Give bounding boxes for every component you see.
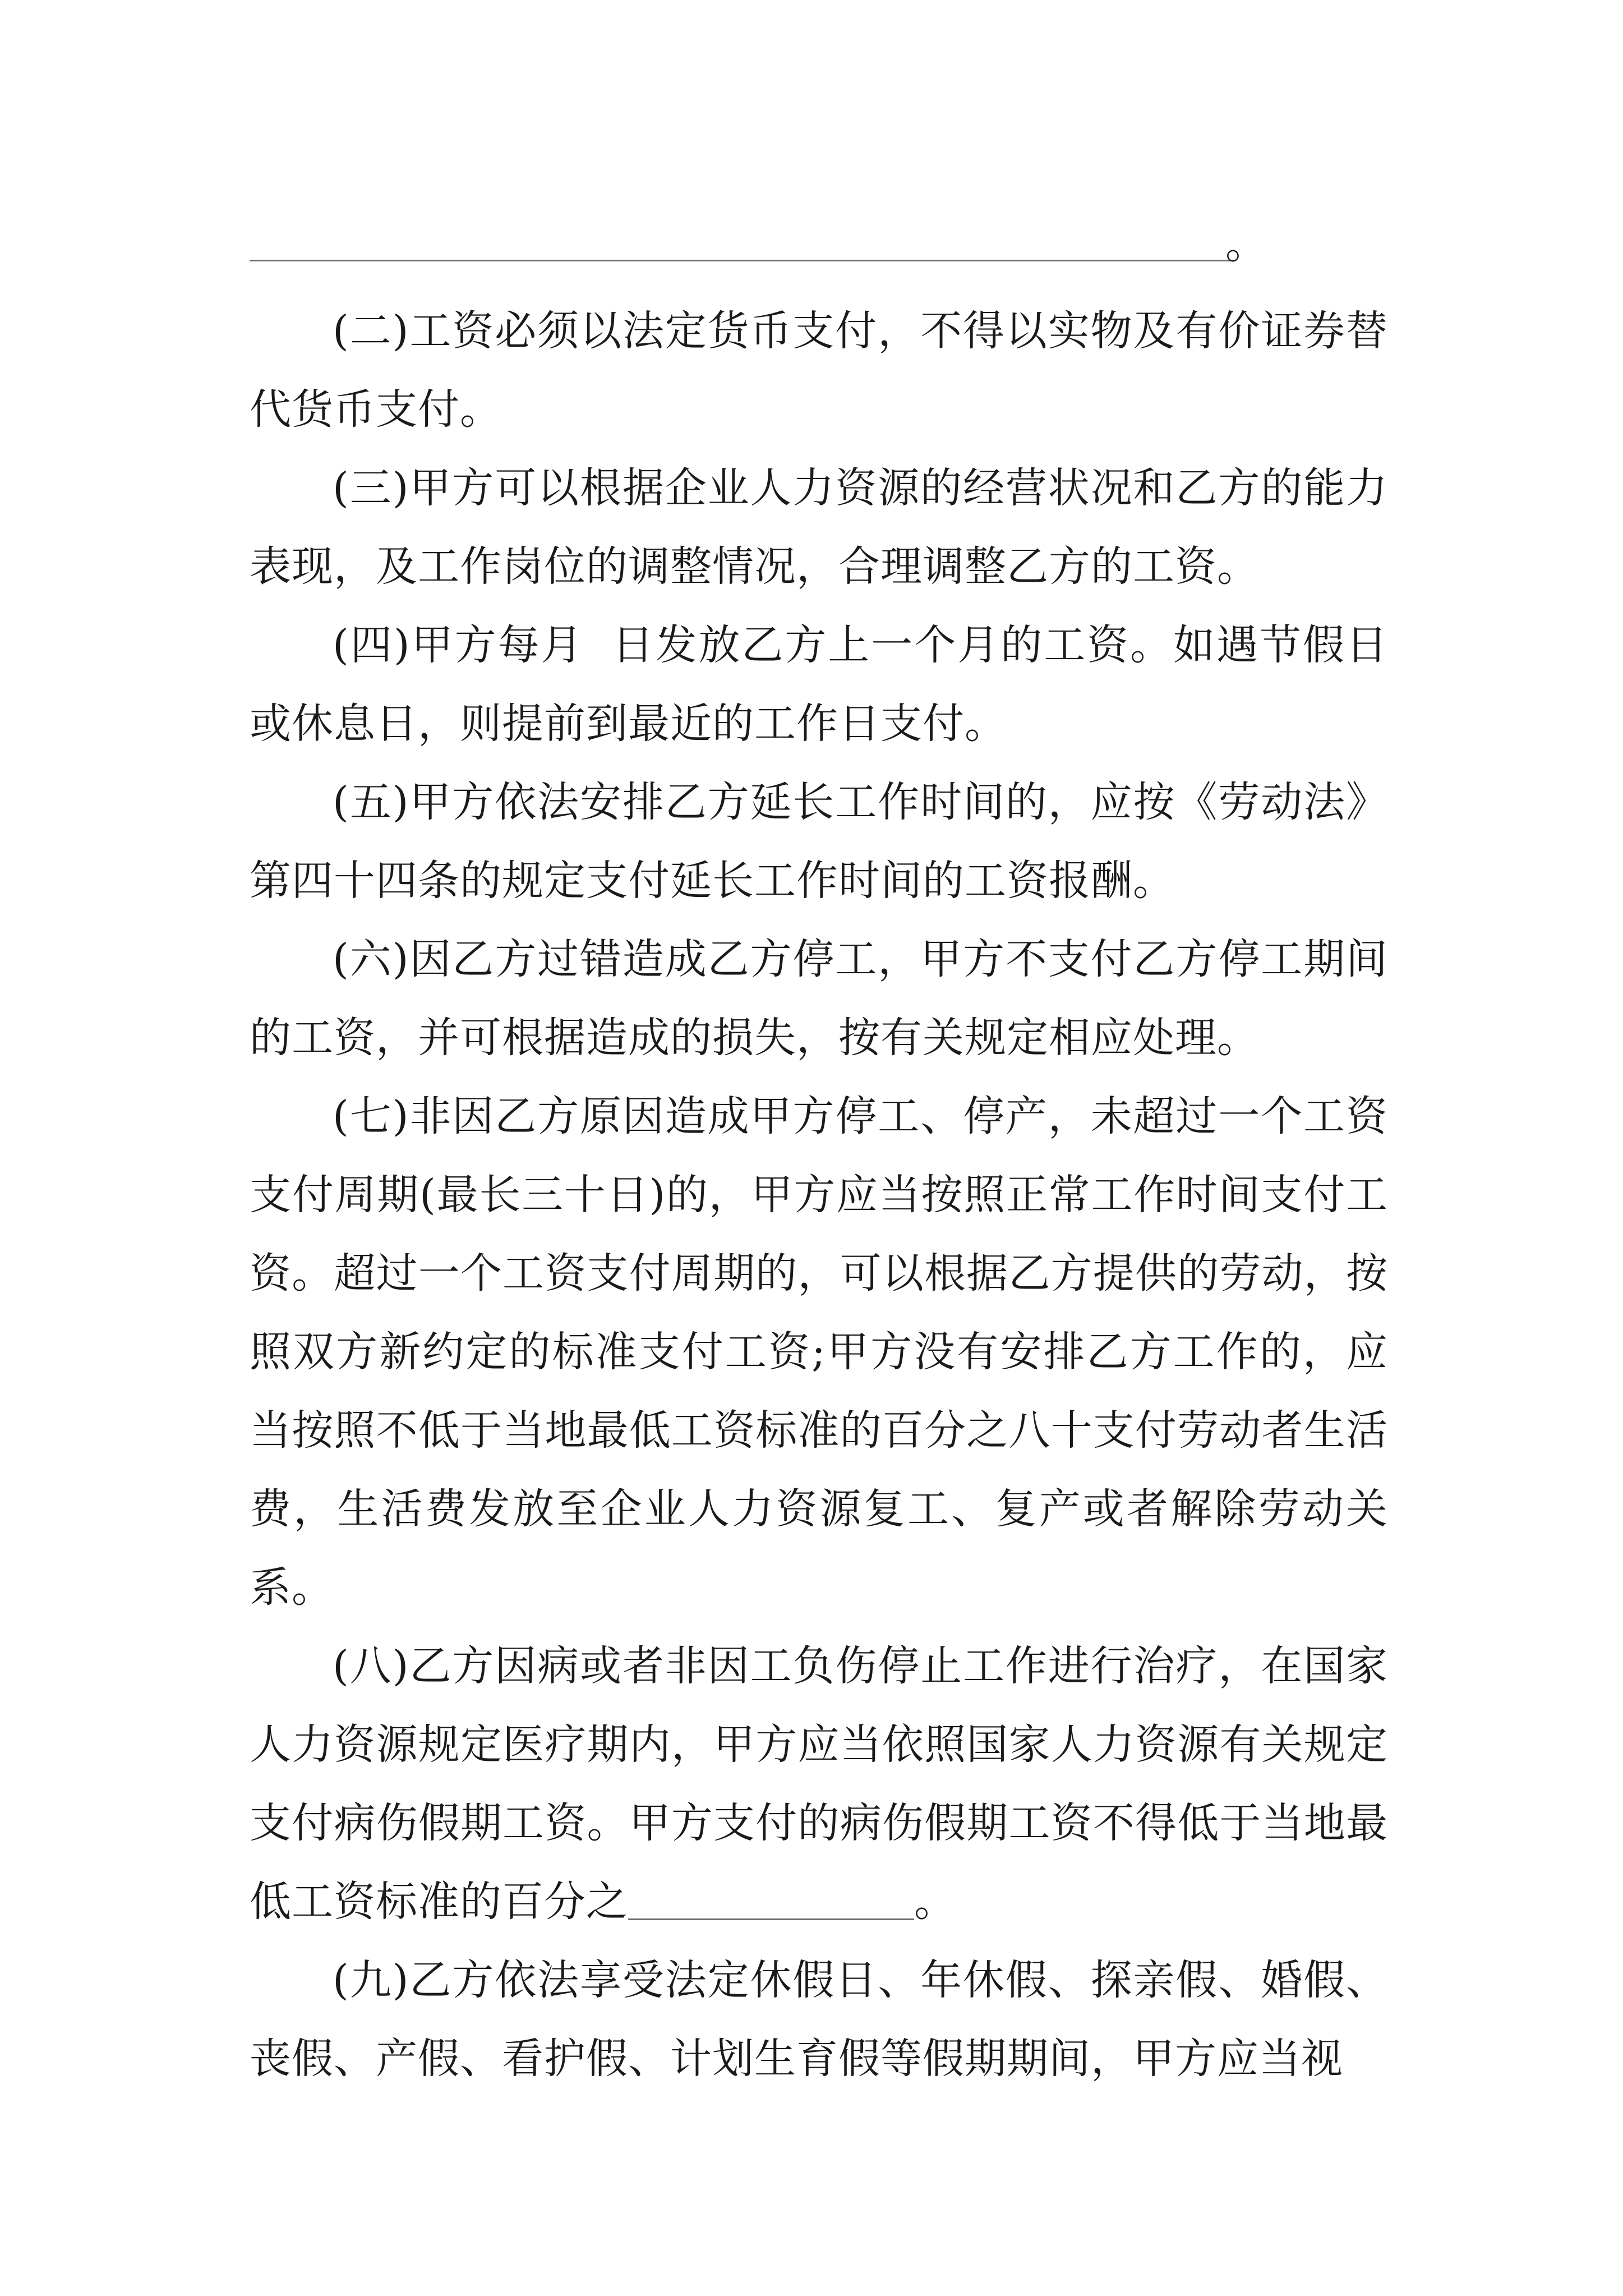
percentage-blank: [628, 1885, 914, 1920]
clause-5-text: (五)甲方依法安排乙方延长工作时间的，应按《劳动法》第四十四条的规定支付延长工作时间的工资报酬。: [250, 778, 1388, 905]
clause-8: [250, 1627, 1388, 1941]
clause-6: [250, 920, 1388, 1077]
clause-9-text: (九)乙方依法享受法定休假日、年休假、探亲假、婚假、丧假、产假、看护假、计划生育假等假期期间，甲方应当视: [250, 1956, 1388, 2083]
clause-9: [250, 1941, 1388, 2098]
clause-4: [250, 606, 1388, 763]
clause-2: [250, 292, 1388, 449]
clause-8-text-after: 。: [914, 1878, 956, 1926]
clause-4-text-after: 日发放乙方上一个月的工资。如遇节假日或休息日，则提前到最近的工作日支付。: [250, 621, 1388, 748]
clause-5: [250, 763, 1388, 920]
blank-line-period: 。: [1225, 220, 1267, 268]
clause-7-text: (七)非因乙方原因造成甲方停工、停产，未超过一个工资支付周期(最长三十日)的，甲方应当按照正常工作时间支付工资。超过一个工资支付周期的，可以根据乙方提供的劳动，按照双方新约定的标准支付工资;甲方没有安排乙方工作的，应当按照不低于当地最低工资标准的百分之八十支付劳动者生活费，生活费发放至企业人力资源复工、复产或者解除劳动关系。: [250, 1092, 1388, 1612]
clause-4-text-before: (四)甲方每月: [333, 621, 584, 669]
clause-8-text-before: (八)乙方因病或者非因工负伤停止工作进行治疗，在国家人力资源规定医疗期内，甲方应当依照国家人力资源有关规定支付病伤假期工资。甲方支付的病伤假期工资不得低于当地最低工资标准的百分之: [250, 1642, 1388, 1926]
clause-3-text: (三)甲方可以根据企业人力资源的经营状况和乙方的能力表现，及工作岗位的调整情况，合理调整乙方的工资。: [250, 464, 1388, 591]
blank-fill-line: [250, 217, 1231, 261]
clause-3: [250, 449, 1388, 606]
clause-2-text: (二)工资必须以法定货币支付，不得以实物及有价证券替代货币支付。: [250, 307, 1388, 434]
clause-7: [250, 1077, 1388, 1627]
clause-6-text: (六)因乙方过错造成乙方停工，甲方不支付乙方停工期间的工资，并可根据造成的损失，按有关规定相应处理。: [250, 935, 1388, 1062]
